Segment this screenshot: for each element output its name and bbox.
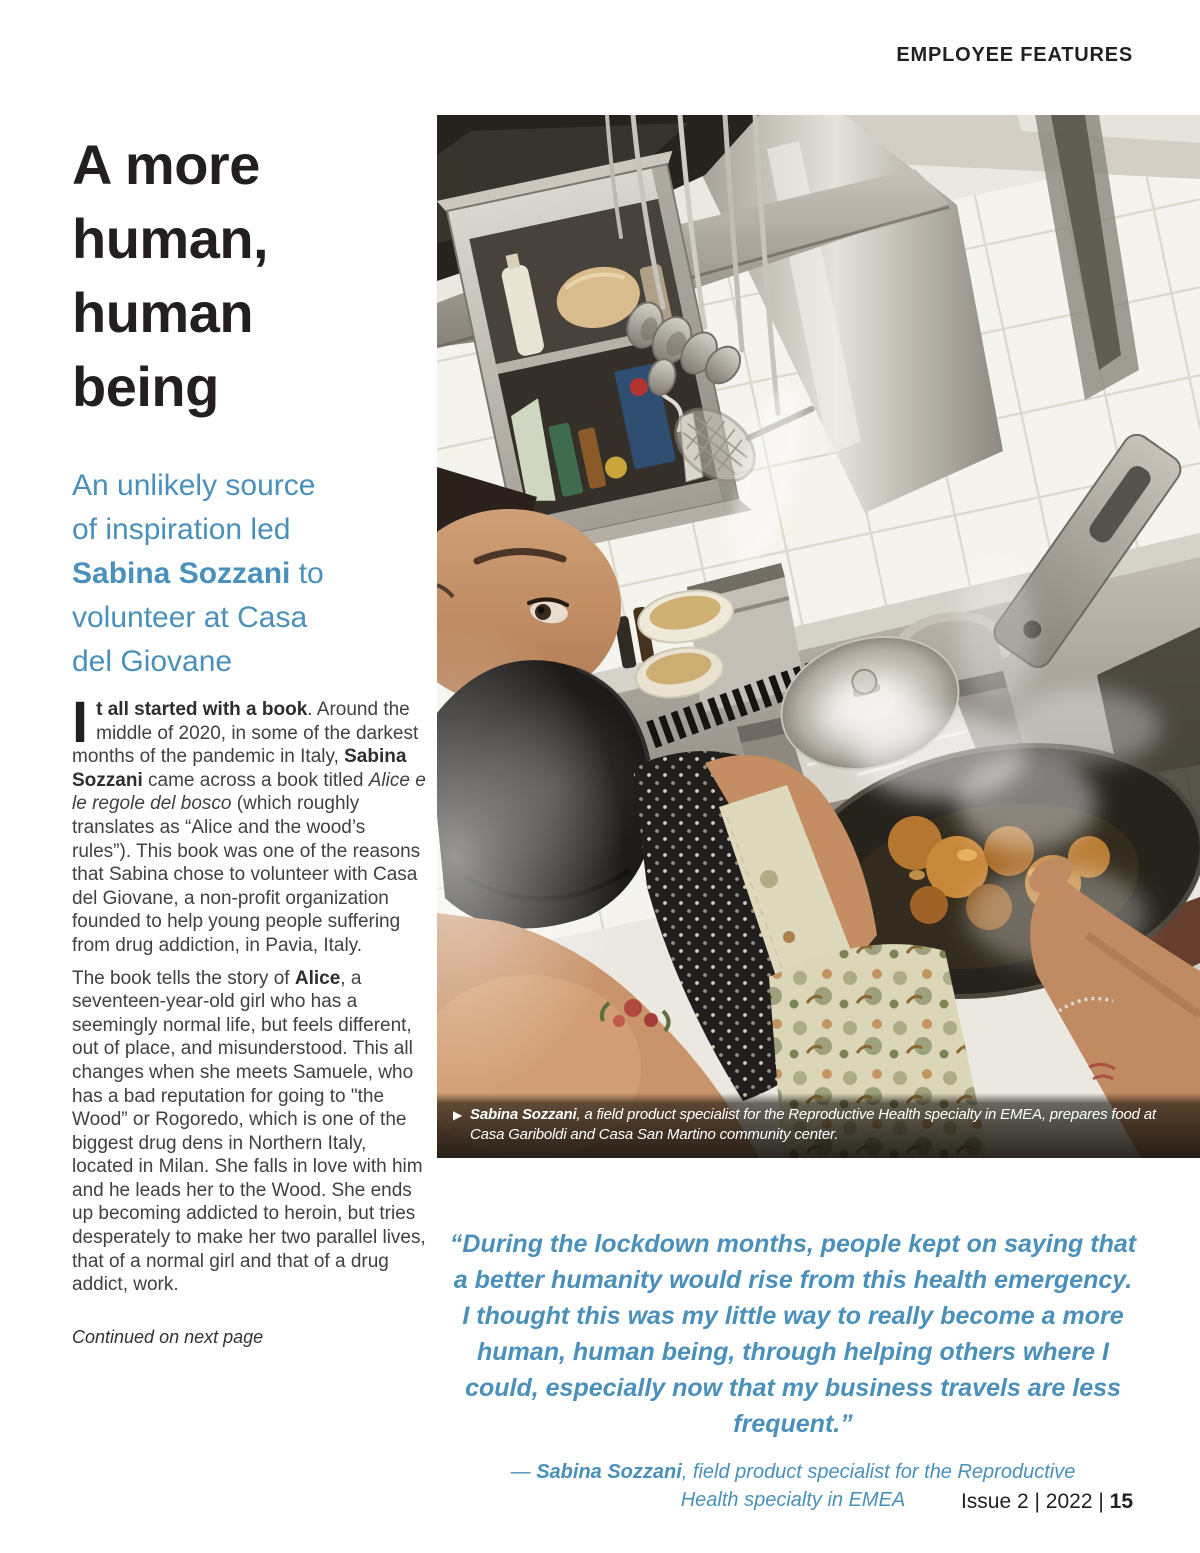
attribution-name: Sabina Sozzani bbox=[536, 1461, 682, 1483]
subtitle-line bbox=[72, 552, 428, 596]
subtitle-run: to bbox=[290, 557, 324, 590]
page-footer bbox=[961, 1490, 1133, 1514]
attribution-dash: — bbox=[510, 1461, 537, 1483]
caption-run: , a field product specialist for the Reproductive Health specialty in EMEA, prepares food at Casa Gariboldi and Casa San Martino community center. bbox=[470, 1106, 1156, 1143]
subtitle-name: Sabina Sozzani bbox=[72, 557, 291, 590]
title-line: being bbox=[72, 355, 219, 418]
text-run: The book tells the story of bbox=[72, 967, 295, 989]
book-title-italic: Alice e le regole del bosco bbox=[72, 769, 426, 815]
section-header: EMPLOYEE FEATURES bbox=[896, 44, 1133, 66]
footer-issue: Issue 2 | 2022 | bbox=[960, 1490, 1110, 1513]
article-column bbox=[72, 128, 428, 1348]
footer-page-number: 15 bbox=[1109, 1490, 1133, 1513]
text-run: , a seventeen-year-old girl who has a seemingly normal life, but feels different, out of place, and misunderstood. This all changes when she meets Samuele, who has a bad reputation for going to "the Wood” or Rogoredo, which is one of the biggest drug dens in Northern Italy, located in Milan. She falls in love with him and he leads her to the Wood. She ends up becoming addicted to heroin, but tries desperately to make her two parallel lives, that of a normal girl and that of a drug addict, work. bbox=[72, 967, 426, 1296]
pull-quote: “During the lockdown months, people kept on saying that a better humanity would rise from this health emergency. I thought this was my little way to really become a more human, human being, through helping others where I could, especially now that my business travels are less frequent.” bbox=[449, 1230, 1137, 1438]
attribution-role: , field product specialist for the Reproductive Health specialty in EMEA bbox=[680, 1461, 1076, 1511]
subtitle-line: of inspiration led bbox=[72, 513, 291, 546]
title-line: A more bbox=[72, 133, 260, 196]
continued-note: Continued on next page bbox=[72, 1326, 264, 1347]
subtitle-line: An unlikely source bbox=[72, 469, 316, 502]
person-name-bold: Sabina Sozzani bbox=[72, 746, 407, 791]
caption-text bbox=[470, 1105, 1186, 1145]
character-name-bold: Alice bbox=[294, 967, 341, 989]
text-run: came across a book titled bbox=[142, 769, 369, 791]
dropcap: I bbox=[72, 690, 89, 755]
caption-arrow-icon: ▶ bbox=[453, 1108, 463, 1122]
pull-quote-block bbox=[448, 1226, 1138, 1514]
subtitle-line: volunteer at Casa bbox=[72, 601, 308, 634]
title-line: human, bbox=[72, 207, 269, 270]
lead-in-bold: t all started with a book bbox=[96, 699, 308, 720]
photo-kitchen-selfie bbox=[437, 115, 1200, 1158]
subtitle-line: del Giovane bbox=[72, 645, 233, 678]
paragraph-1 bbox=[72, 690, 428, 958]
article-subtitle bbox=[72, 464, 428, 684]
paragraph-2 bbox=[72, 967, 428, 1297]
text-run: . Around the middle of 2020, in some of the darkest months of the pandemic in Italy, bbox=[72, 699, 419, 768]
photo-caption bbox=[437, 1093, 1200, 1158]
title-line: human bbox=[72, 281, 254, 344]
article-title bbox=[72, 128, 428, 424]
kitchen-photo-illustration bbox=[437, 115, 1200, 1158]
text-run: (which roughly translates as “Alice and the wood’s rules”). This book was one of the reasons that Sabina chose to volunteer with Casa del Giovane, a non-profit organization founded to help young people suffering from drug addiction, in Pavia, Italy. bbox=[72, 793, 421, 956]
caption-name: Sabina Sozzani bbox=[470, 1106, 577, 1123]
